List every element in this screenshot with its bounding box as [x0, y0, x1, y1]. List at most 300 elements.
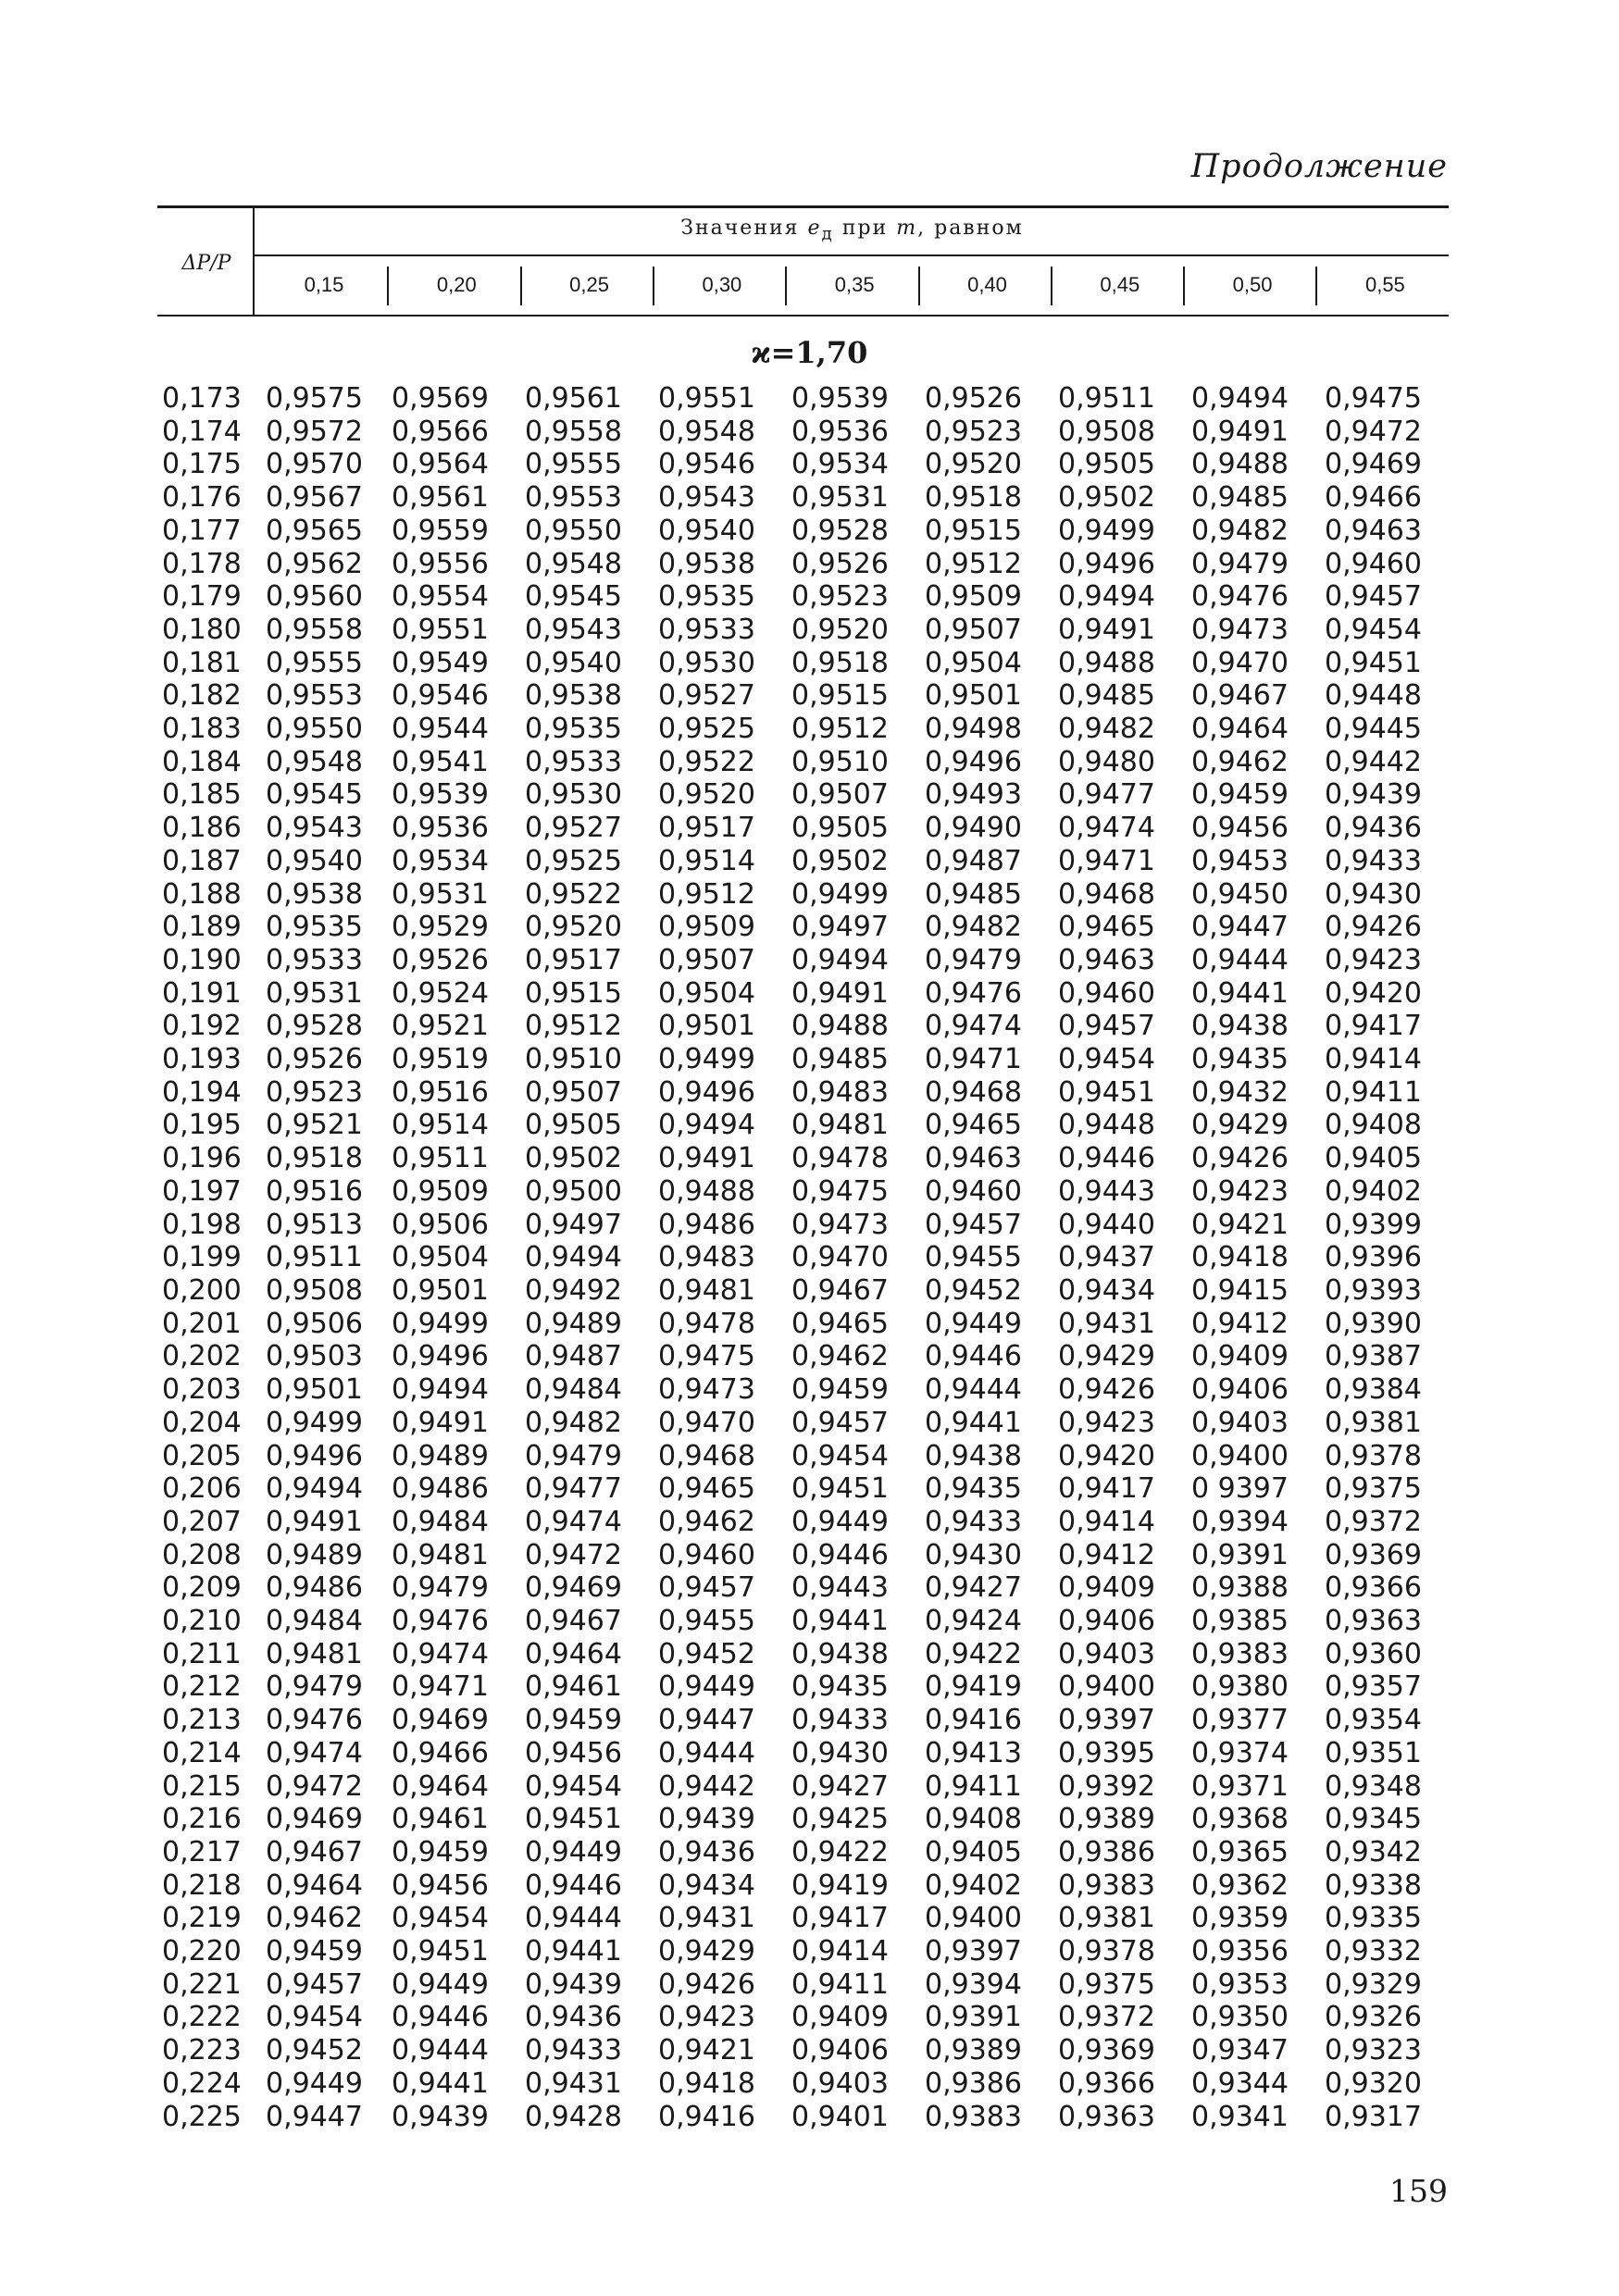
value-cell: 0,9400: [1058, 1670, 1155, 1704]
table-row: [162, 1076, 1458, 1110]
column-separator: [918, 267, 920, 305]
value-cell: 0,9460: [1058, 976, 1155, 1010]
value-cell: 0,9363: [1058, 2100, 1155, 2133]
value-cell: 0,9380: [1191, 1670, 1289, 1704]
value-cell: 0,9484: [266, 1605, 363, 1638]
value-cell: 0,9505: [525, 1109, 622, 1142]
value-cell: 0,9551: [658, 382, 755, 415]
table-row: [162, 1902, 1458, 1935]
value-cell: 0,9350: [1191, 2001, 1289, 2034]
value-cell: 0,9512: [658, 877, 755, 911]
table-row: [162, 1605, 1458, 1638]
value-cell: 0,9383: [1058, 1868, 1155, 1902]
value-cell: 0,9444: [658, 1736, 755, 1769]
value-cell: 0,9564: [392, 448, 489, 481]
value-cell: 0,9345: [1325, 1803, 1422, 1836]
value-cell: 0,9473: [1191, 613, 1289, 646]
pressure-ratio-cell: 0,215: [162, 1769, 242, 1803]
spanner-header: [257, 217, 1447, 243]
value-cell: 0,9432: [1191, 1075, 1289, 1109]
value-cell: 0,9512: [525, 1010, 622, 1043]
column-header-m: 0,20: [436, 273, 477, 296]
value-cell: 0,9433: [925, 1505, 1022, 1538]
pressure-ratio-cell: 0,191: [162, 976, 242, 1010]
table-row: [162, 1968, 1458, 2002]
table-row: [162, 1209, 1458, 1242]
value-cell: 0,9466: [1325, 481, 1422, 515]
value-cell: 0,9366: [1058, 2066, 1155, 2100]
value-cell: 0,9494: [266, 1472, 363, 1506]
value-cell: 0,9455: [658, 1605, 755, 1638]
value-cell: 0,9540: [658, 514, 755, 547]
value-cell: 0,9491: [1191, 415, 1289, 448]
value-cell: 0,9436: [658, 1835, 755, 1868]
value-cell: 0,9438: [925, 1439, 1022, 1472]
value-cell: 0,9496: [392, 1340, 489, 1373]
value-cell: 0,9394: [1191, 1505, 1289, 1538]
value-cell: 0,9471: [1058, 844, 1155, 877]
value-cell: 0,9439: [658, 1803, 755, 1836]
table-row: [162, 713, 1458, 746]
value-cell: 0,9505: [791, 812, 889, 845]
value-cell: 0,9501: [392, 1273, 489, 1307]
value-cell: 0,9423: [1325, 943, 1422, 976]
value-cell: 0,9543: [266, 812, 363, 845]
pressure-ratio-cell: 0,202: [162, 1340, 242, 1373]
table-row: [162, 1340, 1458, 1373]
value-cell: 0,9513: [266, 1208, 363, 1241]
pressure-ratio-cell: 0,224: [162, 2066, 242, 2100]
value-cell: 0,9423: [1191, 1174, 1289, 1208]
value-cell: 0,9446: [925, 1340, 1022, 1373]
value-cell: 0,9523: [791, 580, 889, 614]
table-row: [162, 1869, 1458, 1903]
value-cell: 0,9445: [1325, 713, 1422, 746]
pressure-ratio-cell: 0,216: [162, 1803, 242, 1836]
value-cell: 0,9438: [1191, 1010, 1289, 1043]
value-cell: 0,9520: [658, 778, 755, 812]
value-cell: 0,9479: [266, 1670, 363, 1704]
pressure-ratio-cell: 0,208: [162, 1538, 242, 1571]
value-cell: 0,9482: [1191, 514, 1289, 547]
value-cell: 0,9561: [525, 382, 622, 415]
value-cell: 0,9419: [925, 1670, 1022, 1704]
stub-header: ΔP/P: [181, 252, 231, 275]
value-cell: 0,9400: [925, 1902, 1022, 1935]
table-body: [162, 382, 1458, 2133]
value-cell: 0,9417: [1325, 1010, 1422, 1043]
value-cell: 0,9507: [525, 1075, 622, 1109]
value-cell: 0,9451: [1058, 1075, 1155, 1109]
value-cell: 0,9351: [1325, 1736, 1422, 1769]
value-cell: 0,9427: [925, 1571, 1022, 1605]
pressure-ratio-cell: 0,173: [162, 382, 242, 415]
pressure-ratio-cell: 0,188: [162, 877, 242, 911]
pressure-ratio-cell: 0,190: [162, 943, 242, 976]
value-cell: 0,9456: [525, 1736, 622, 1769]
pressure-ratio-cell: 0,192: [162, 1010, 242, 1043]
value-cell: 0,9462: [791, 1340, 889, 1373]
table-row: [162, 1638, 1458, 1671]
column-header-m: 0,40: [967, 273, 1007, 296]
value-cell: 0,9485: [925, 877, 1022, 911]
pressure-ratio-cell: 0,205: [162, 1439, 242, 1472]
value-cell: 0,9460: [658, 1538, 755, 1571]
value-cell: 0,9409: [1058, 1571, 1155, 1605]
value-cell: 0,9506: [266, 1307, 363, 1340]
value-cell: 0,9413: [925, 1736, 1022, 1769]
value-cell: 0,9433: [525, 2034, 622, 2067]
value-cell: 0,9444: [392, 2034, 489, 2067]
value-cell: 0,9462: [266, 1902, 363, 1935]
value-cell: 0,9459: [791, 1373, 889, 1407]
value-cell: 0,9405: [925, 1835, 1022, 1868]
value-cell: 0,9390: [1325, 1307, 1422, 1340]
table-row: [162, 812, 1458, 845]
value-cell: 0,9481: [266, 1637, 363, 1670]
value-cell: 0,9451: [525, 1803, 622, 1836]
value-cell: 0,9476: [925, 976, 1022, 1010]
spanner-suffix: , равном: [917, 217, 1024, 240]
value-cell: 0,9512: [791, 713, 889, 746]
value-cell: 0,9473: [658, 1373, 755, 1407]
value-cell: 0,9459: [1191, 778, 1289, 812]
value-cell: 0,9477: [1058, 778, 1155, 812]
pressure-ratio-cell: 0,175: [162, 448, 242, 481]
value-cell: 0,9472: [525, 1538, 622, 1571]
pressure-ratio-cell: 0,207: [162, 1505, 242, 1538]
value-cell: 0,9518: [791, 646, 889, 679]
table-row: [162, 1407, 1458, 1440]
value-cell: 0,9502: [525, 1142, 622, 1175]
value-cell: 0,9548: [658, 415, 755, 448]
pressure-ratio-cell: 0,196: [162, 1142, 242, 1175]
value-cell: 0,9450: [1191, 877, 1289, 911]
table-row: [162, 977, 1458, 1011]
value-cell: 0,9409: [791, 2001, 889, 2034]
value-cell: 0,9357: [1325, 1670, 1422, 1704]
value-cell: 0,9329: [1325, 1967, 1422, 2001]
value-cell: 0,9467: [1191, 679, 1289, 713]
value-cell: 0,9475: [1325, 382, 1422, 415]
value-cell: 0,9491: [1058, 613, 1155, 646]
value-cell: 0,9454: [392, 1902, 489, 1935]
value-cell: 0,9439: [525, 1967, 622, 2001]
value-cell: 0,9489: [525, 1307, 622, 1340]
value-cell: 0,9454: [266, 2001, 363, 2034]
column-separator: [1051, 267, 1052, 305]
value-cell: 0,9514: [392, 1109, 489, 1142]
pressure-ratio-cell: 0,213: [162, 1704, 242, 1737]
value-cell: 0,9533: [658, 613, 755, 646]
value-cell: 0,9451: [791, 1472, 889, 1506]
pressure-ratio-cell: 0,217: [162, 1835, 242, 1868]
value-cell: 0,9470: [791, 1241, 889, 1274]
value-cell: 0,9535: [525, 713, 622, 746]
value-cell: 0,9411: [1325, 1075, 1422, 1109]
value-cell: 0,9555: [525, 448, 622, 481]
value-cell: 0,9491: [658, 1142, 755, 1175]
value-cell: 0,9369: [1058, 2034, 1155, 2067]
value-cell: 0,9467: [791, 1273, 889, 1307]
table-row: [162, 2001, 1458, 2034]
spanner-sub: д: [821, 224, 834, 244]
value-cell: 0,9429: [658, 1935, 755, 1968]
value-cell: 0,9463: [1058, 943, 1155, 976]
value-cell: 0,9535: [266, 911, 363, 944]
value-cell: 0,9465: [925, 1109, 1022, 1142]
value-cell: 0,9472: [266, 1769, 363, 1803]
pressure-ratio-cell: 0,185: [162, 778, 242, 812]
value-cell: 0,9368: [1191, 1803, 1289, 1836]
value-cell: 0,9501: [658, 1010, 755, 1043]
value-cell: 0,9468: [658, 1439, 755, 1472]
value-cell: 0,9482: [525, 1406, 622, 1439]
value-cell: 0,9525: [525, 844, 622, 877]
value-cell: 0,9508: [1058, 415, 1155, 448]
value-cell: 0,9494: [791, 943, 889, 976]
spanner-mid: при: [833, 217, 897, 240]
value-cell: 0,9526: [392, 943, 489, 976]
pressure-ratio-cell: 0,211: [162, 1637, 242, 1670]
pressure-ratio-cell: 0,187: [162, 844, 242, 877]
value-cell: 0,9381: [1325, 1406, 1422, 1439]
value-cell: 0,9514: [658, 844, 755, 877]
value-cell: 0,9448: [1325, 679, 1422, 713]
value-cell: 0,9441: [392, 2066, 489, 2100]
table-row: [162, 1440, 1458, 1473]
value-cell: 0,9521: [392, 1010, 489, 1043]
value-cell: 0,9454: [791, 1439, 889, 1472]
value-cell: 0,9431: [1058, 1307, 1155, 1340]
value-cell: 0,9456: [1191, 812, 1289, 845]
value-cell: 0,9384: [1325, 1373, 1422, 1407]
value-cell: 0,9515: [791, 679, 889, 713]
value-cell: 0,9439: [1325, 778, 1422, 812]
value-cell: 0,9408: [1325, 1109, 1422, 1142]
value-cell: 0,9463: [925, 1142, 1022, 1175]
table-row: [162, 515, 1458, 548]
pressure-ratio-cell: 0,178: [162, 547, 242, 580]
value-cell: 0,9462: [658, 1505, 755, 1538]
value-cell: 0,9444: [1191, 943, 1289, 976]
value-cell: 0,9468: [1058, 877, 1155, 911]
value-cell: 0,9452: [658, 1637, 755, 1670]
value-cell: 0,9531: [266, 976, 363, 1010]
value-cell: 0,9546: [392, 679, 489, 713]
value-cell: 0,9335: [1325, 1902, 1422, 1935]
value-cell: 0,9474: [525, 1505, 622, 1538]
value-cell: 0,9494: [1058, 580, 1155, 614]
value-cell: 0,9472: [1325, 415, 1422, 448]
value-cell: 0,9483: [791, 1075, 889, 1109]
value-cell: 0,9430: [791, 1736, 889, 1769]
value-cell: 0,9533: [266, 943, 363, 976]
pressure-ratio-cell: 0,186: [162, 812, 242, 845]
pressure-ratio-cell: 0,225: [162, 2100, 242, 2133]
value-cell: 0,9523: [925, 415, 1022, 448]
value-cell: 0,9457: [266, 1967, 363, 2001]
value-cell: 0,9560: [266, 580, 363, 614]
value-cell: 0,9499: [392, 1307, 489, 1340]
value-cell: 0,9452: [266, 2034, 363, 2067]
value-cell: 0,9391: [925, 2001, 1022, 2034]
value-cell: 0,9523: [266, 1075, 363, 1109]
value-cell: 0,9511: [266, 1241, 363, 1274]
value-cell: 0,9527: [658, 679, 755, 713]
value-cell: 0,9481: [658, 1273, 755, 1307]
value-cell: 0,9531: [392, 877, 489, 911]
value-cell: 0,9545: [266, 778, 363, 812]
value-cell: 0,9481: [791, 1109, 889, 1142]
table-row: [162, 746, 1458, 779]
value-cell: 0,9388: [1191, 1571, 1289, 1605]
value-cell: 0,9425: [791, 1803, 889, 1836]
value-cell: 0,9511: [1058, 382, 1155, 415]
value-cell: 0,9420: [1325, 976, 1422, 1010]
pressure-ratio-cell: 0,219: [162, 1902, 242, 1935]
value-cell: 0,9414: [1058, 1505, 1155, 1538]
pressure-ratio-cell: 0,223: [162, 2034, 242, 2067]
value-cell: 0,9424: [925, 1605, 1022, 1638]
value-cell: 0,9496: [266, 1439, 363, 1472]
value-cell: 0,9491: [791, 976, 889, 1010]
table-row: [162, 845, 1458, 878]
value-cell: 0,9512: [925, 547, 1022, 580]
value-cell: 0,9509: [392, 1174, 489, 1208]
pressure-ratio-cell: 0,193: [162, 1043, 242, 1076]
value-cell: 0,9518: [925, 481, 1022, 515]
value-cell: 0,9423: [1058, 1406, 1155, 1439]
value-cell: 0,9465: [1058, 911, 1155, 944]
value-cell: 0,9460: [925, 1174, 1022, 1208]
value-cell: 0,9447: [1191, 911, 1289, 944]
value-cell: 0,9436: [525, 2001, 622, 2034]
value-cell: 0,9431: [658, 1902, 755, 1935]
value-cell: 0,9399: [1325, 1208, 1422, 1241]
pressure-ratio-cell: 0,180: [162, 613, 242, 646]
value-cell: 0,9323: [1325, 2034, 1422, 2067]
value-cell: 0,9510: [525, 1043, 622, 1076]
value-cell: 0,9477: [525, 1472, 622, 1506]
value-cell: 0,9454: [525, 1769, 622, 1803]
value-cell: 0,9447: [658, 1704, 755, 1737]
value-cell: 0,9499: [658, 1043, 755, 1076]
value-cell: 0,9411: [925, 1769, 1022, 1803]
value-cell: 0,9519: [392, 1043, 489, 1076]
value-cell: 0,9465: [658, 1472, 755, 1506]
value-cell: 0,9433: [1325, 844, 1422, 877]
table-row: [162, 1010, 1458, 1043]
value-cell: 0,9394: [925, 1967, 1022, 2001]
value-cell: 0,9503: [266, 1340, 363, 1373]
value-cell: 0,9439: [392, 2100, 489, 2133]
value-cell: 0,9417: [791, 1902, 889, 1935]
value-cell: 0,9438: [791, 1637, 889, 1670]
column-header-m: 0,25: [569, 273, 609, 296]
value-cell: 0,9476: [1191, 580, 1289, 614]
value-cell: 0,9383: [925, 2100, 1022, 2133]
table-row: [162, 647, 1458, 680]
value-cell: 0,9400: [1191, 1439, 1289, 1472]
value-cell: 0,9559: [392, 514, 489, 547]
value-cell: 0,9454: [1325, 613, 1422, 646]
value-cell: 0,9517: [525, 943, 622, 976]
value-cell: 0,9529: [392, 911, 489, 944]
value-cell: 0,9479: [525, 1439, 622, 1472]
value-cell: 0,9469: [525, 1571, 622, 1605]
value-cell: 0,9430: [1325, 877, 1422, 911]
value-cell: 0,9485: [1058, 679, 1155, 713]
value-cell: 0,9442: [658, 1769, 755, 1803]
pressure-ratio-cell: 0,174: [162, 415, 242, 448]
value-cell: 0,9338: [1325, 1868, 1422, 1902]
value-cell: 0,9534: [791, 448, 889, 481]
value-cell: 0,9344: [1191, 2066, 1289, 2100]
value-cell: 0,9443: [791, 1571, 889, 1605]
value-cell: 0,9408: [925, 1803, 1022, 1836]
pressure-ratio-cell: 0,210: [162, 1605, 242, 1638]
value-cell: 0,9508: [266, 1273, 363, 1307]
value-cell: 0,9403: [1058, 1637, 1155, 1670]
value-cell: 0,9488: [658, 1174, 755, 1208]
table-row: [162, 1704, 1458, 1737]
value-cell: 0,9474: [392, 1637, 489, 1670]
value-cell: 0,9461: [392, 1803, 489, 1836]
value-cell: 0,9558: [525, 415, 622, 448]
value-cell: 0,9471: [392, 1670, 489, 1704]
value-cell: 0,9525: [658, 713, 755, 746]
value-cell: 0,9572: [266, 415, 363, 448]
value-cell: 0,9451: [1325, 646, 1422, 679]
value-cell: 0,9365: [1191, 1835, 1289, 1868]
pressure-ratio-cell: 0,222: [162, 2001, 242, 2034]
value-cell: 0,9518: [266, 1142, 363, 1175]
value-cell: 0,9494: [525, 1241, 622, 1274]
value-cell: 0,9411: [791, 1967, 889, 2001]
spanner-var: e: [807, 217, 822, 240]
value-cell: 0,9543: [658, 481, 755, 515]
value-cell: 0,9459: [525, 1704, 622, 1737]
value-cell: 0,9461: [525, 1670, 622, 1704]
value-cell: 0,9446: [791, 1538, 889, 1571]
table-row: [162, 911, 1458, 944]
value-cell: 0,9416: [658, 2100, 755, 2133]
pressure-ratio-cell: 0,201: [162, 1307, 242, 1340]
value-cell: 0,9457: [925, 1208, 1022, 1241]
continuation-label: Продолжение: [1190, 148, 1448, 185]
value-cell: 0,9488: [1191, 448, 1289, 481]
value-cell: 0,9567: [266, 481, 363, 515]
value-cell: 0,9504: [658, 976, 755, 1010]
value-cell: 0,9409: [1191, 1340, 1289, 1373]
value-cell: 0,9469: [1325, 448, 1422, 481]
value-cell: 0,9467: [525, 1605, 622, 1638]
value-cell: 0,9459: [266, 1935, 363, 1968]
value-cell: 0,9497: [525, 1208, 622, 1241]
value-cell: 0,9457: [1325, 580, 1422, 614]
header-bottom-rule: [157, 315, 1449, 316]
value-cell: 0,9520: [925, 448, 1022, 481]
value-cell: 0,9466: [392, 1736, 489, 1769]
value-cell: 0,9426: [1058, 1373, 1155, 1407]
table-row: [162, 1109, 1458, 1142]
value-cell: 0,9479: [392, 1571, 489, 1605]
value-cell: 0,9504: [925, 646, 1022, 679]
value-cell: 0,9551: [392, 613, 489, 646]
table-row: [162, 1803, 1458, 1836]
column-header-m: 0,50: [1232, 273, 1273, 296]
